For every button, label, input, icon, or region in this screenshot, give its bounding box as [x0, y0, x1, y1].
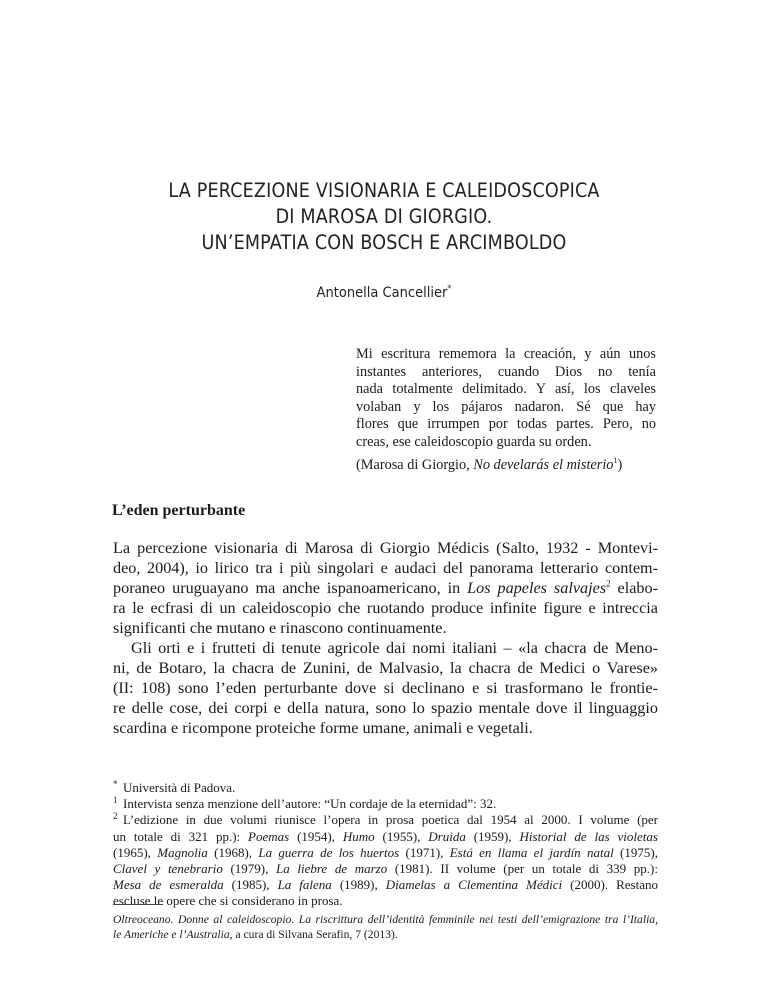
attribution-suffix: )	[617, 456, 623, 473]
paragraph-line: re delle cose, dei corpi e della natura, sono lo spazio mentale dove il linguaggio	[113, 699, 658, 717]
text-run: elabo-	[610, 579, 658, 597]
source-note	[113, 912, 658, 942]
source-line	[113, 927, 658, 942]
epigraph-line: Mi escritura rememora la creación, y aún unos	[356, 346, 656, 362]
footnote-2-line	[113, 877, 658, 893]
author-name: Antonella Cancellier	[316, 284, 448, 301]
book-title: Mesa de esmeralda	[113, 877, 224, 893]
text-run: (1965),	[113, 844, 158, 860]
book-title: Magnolia	[157, 844, 208, 860]
text-run: (1955),	[374, 828, 429, 844]
paragraph-line: ra le ecfrasi di un caleidoscopio che ruotando produce infinite figure e intreccia	[113, 599, 658, 617]
attribution-title: No develarás el misterio	[473, 456, 614, 473]
text-run: (1959),	[465, 828, 520, 844]
text-run: (1971),	[399, 844, 450, 860]
footnotes	[113, 780, 658, 910]
attribution-prefix: (Marosa di Giorgio,	[356, 456, 474, 473]
footnote-text: Università di Padova.	[123, 780, 236, 795]
book-title: La falena	[277, 877, 332, 893]
text-run: un totale di 321 pp.):	[113, 828, 249, 844]
text-run: (1989),	[331, 877, 386, 893]
text-run: poraneo uruguayano ma anche ispanoamericano, in	[113, 579, 468, 597]
attribution-note-mark: 1	[613, 455, 618, 465]
journal-title: Oltreoceano. Donne al caleidoscopio. La riscrittura dell’identità femminile nei testi dell’emigrazione tra l’Italia,	[113, 913, 658, 926]
text-run: (1979),	[222, 861, 276, 877]
paragraph-line: Gli orti e i frutteti di tenute agricole dai nomi italiani – «la chacra de Meno-	[131, 639, 658, 657]
source-line	[113, 912, 658, 927]
book-title: Diamelas a Clementina Médici	[385, 877, 563, 893]
footnote-2-line	[113, 845, 658, 861]
section-heading: L’eden perturbante	[112, 502, 246, 519]
paragraph-line: significanti che mutano e rinascono continuamente.	[113, 619, 447, 637]
footnote-2-line: escluse le opere che si considerano in prosa.	[113, 893, 343, 909]
article-title	[38, 178, 729, 256]
book-title: Está en llama el jardín natal	[449, 844, 614, 860]
author-footnote-mark: *	[447, 284, 452, 294]
paragraph-line: ni, de Botaro, la chacra de Zunini, de Malvasio, la chacra de Medici o Varese»	[113, 659, 658, 677]
epigraph-attribution	[356, 452, 656, 474]
epigraph-line: nada totalmente delimitado. Y así, los claveles	[356, 381, 656, 398]
footnote-text: L’edizione in due volumi riunisce l’opera in prosa poetica dal 1954 al 2000. I volume (per	[123, 812, 658, 828]
text-run: (1975),	[613, 844, 658, 860]
book-title: La guerra de los huertos	[258, 844, 400, 860]
text-run: , a cura di Silvana Serafin, 7 (2013).	[229, 928, 398, 941]
paragraph-line: La percezione visionaria di Marosa di Giorgio Médicis (Salto, 1932 - Montevi-	[113, 539, 658, 557]
footnote-1: 1 Intervista senza menzione dell’autore: “Un cordaje de la eternidad”: 32.	[113, 794, 497, 812]
title-line-1: LA PERCEZIONE VISIONARIA E CALEIDOSCOPICA	[168, 179, 600, 202]
text-run: (2000). Restano	[562, 877, 658, 893]
footnote-affiliation: * Università di Padova.	[113, 778, 236, 795]
epigraph	[356, 346, 656, 474]
epigraph-line: volaban y los pájaros nadaron. Sé que hay	[356, 398, 656, 415]
author-byline	[38, 284, 729, 301]
title-line-2: DI MAROSA DI GIORGIO.	[275, 205, 493, 228]
book-title: Poemas	[248, 828, 290, 844]
footnote-2-line	[113, 829, 658, 845]
epigraph-line: flores que irrumpen por todas partes. Pero, no	[356, 416, 656, 433]
book-title: Historial de las violetas	[519, 828, 658, 844]
epigraph-line: creas, ese caleidoscopio guarda su orden.	[356, 433, 592, 450]
body-text	[113, 538, 658, 738]
book-title: Clavel y tenebrario	[113, 861, 223, 877]
text-run: (1968),	[207, 844, 259, 860]
book-title: La liebre de marzo	[276, 861, 388, 877]
book-title: Los papeles salvajes	[467, 579, 607, 597]
source-divider	[113, 904, 163, 905]
footnote-text: Intervista senza menzione dell’autore: “Un cordaje de la eternidad”: 32.	[123, 796, 497, 812]
epigraph-line: instantes anteriores, cuando Dios no tenía	[356, 363, 656, 380]
paragraph-line: deo, 2004), io lirico tra i più singolari e audaci del panorama letterario contem-	[113, 559, 658, 577]
book-title: Humo	[342, 828, 375, 844]
book-title: Druida	[428, 828, 466, 844]
paragraph-line: (II: 108) sono l’eden perturbante dove si declinano e si trasformano le frontie-	[113, 679, 658, 697]
footnote-ref: 2	[606, 578, 611, 589]
text-run: (1954),	[289, 828, 343, 844]
footnote-2-line: 2 L’edizione in due volumi riunisce l’opera in prosa poetica dal 1954 al 2000. I volume (per	[113, 811, 658, 828]
journal-title: le Americhe e l’Australia	[113, 928, 230, 941]
paragraph-line	[113, 578, 658, 598]
paragraph-2	[113, 638, 658, 738]
paragraph-line: scardina e ricompone proteiche forme umane, animali e vegetali.	[113, 719, 533, 737]
title-line-3: UN’EMPATIA CON BOSCH E ARCIMBOLDO	[201, 231, 567, 254]
text-run: (1985),	[223, 877, 278, 893]
text-run: (1981). II volume (per un totale di 339 pp.):	[387, 861, 658, 877]
paragraph-1	[113, 538, 658, 638]
footnote-2-line	[113, 861, 658, 877]
